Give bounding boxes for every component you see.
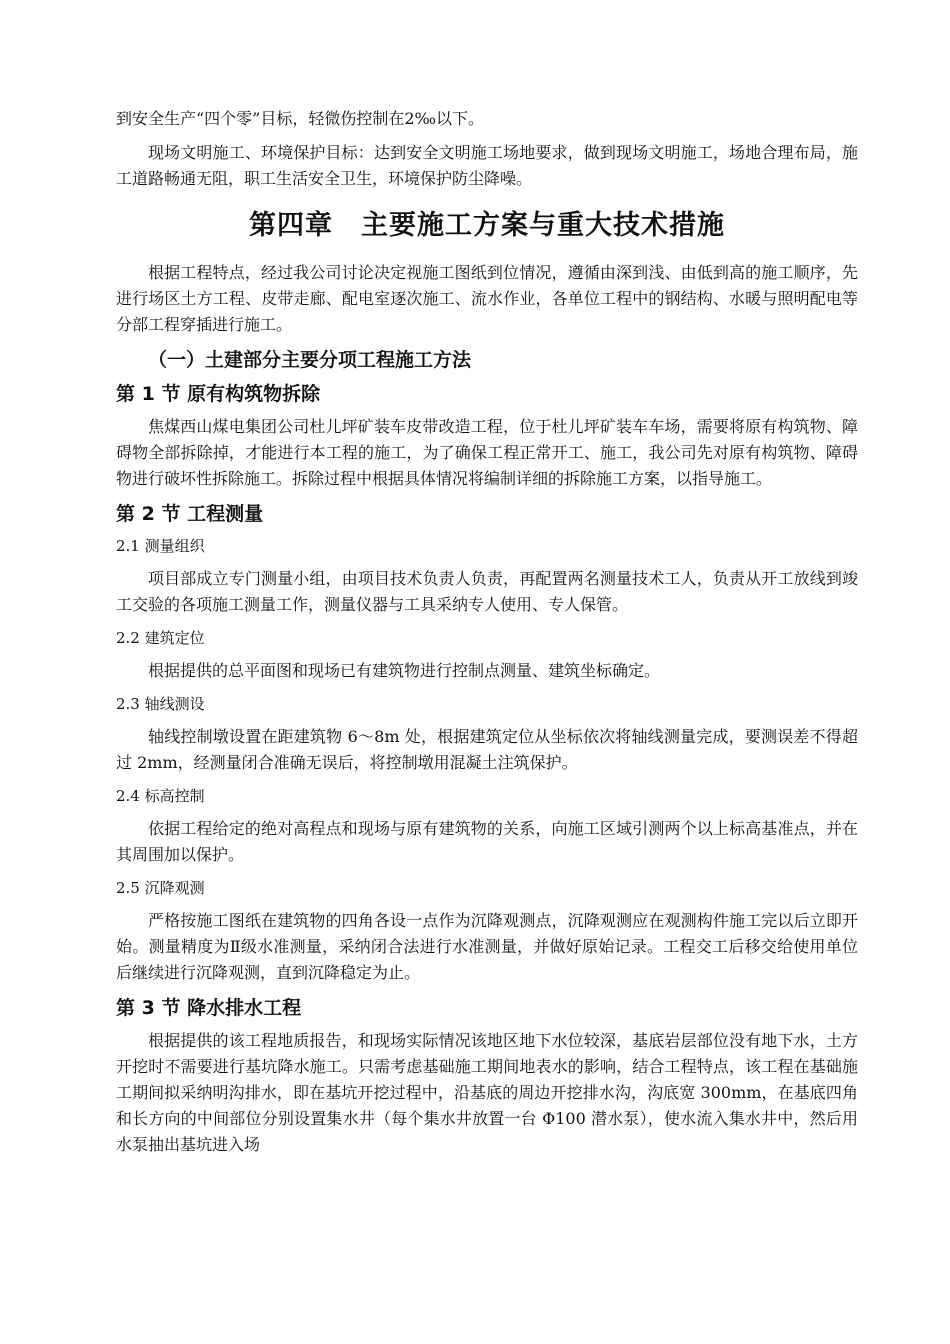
section-1-text: 焦煤西山煤电集团公司杜儿坪矿装车皮带改造工程，位于杜儿坪矿装车车场，需要将原有构筑物、障碍物全部拆除掉，才能进行本工程的施工，为了确保工程正常开工、施工，我公司先对原有构筑物、障碍物进行破坏性拆除施工。拆除过程中根据具体情况将编制详细的拆除施工方案，以指导施工。: [116, 417, 858, 488]
subsection-2-4-text: 依据工程给定的绝对高程点和现场与原有建筑物的关系，向施工区域引测两个以上标高基准点，并在其周围加以保护。: [116, 819, 858, 864]
chapter-intro: 根据工程特点，经过我公司讨论决定视施工图纸到位情况，遵循由深到浅、由低到高的施工顺序，先进行场区土方工程、皮带走廊、配电室逐次施工、流水作业，各单位工程中的钢结构、水暖与照明配电等分部工程穿插进行施工。: [116, 263, 858, 334]
subsection-2-1-text: 项目部成立专门测量小组，由项目技术负责人负责，再配置两名测量技术工人，负责从开工放线到竣工交验的各项施工测量工作，测量仪器与工具采纳专人使用、专人保管。: [116, 569, 858, 614]
subsection-2-1-heading: 2.1 测量组织: [116, 537, 205, 555]
subsection-2-3-heading: 2.3 轴线测设: [116, 695, 205, 713]
section-3-title: 第 3 节 降水排水工程: [116, 997, 302, 1019]
subsection-2-2-text: 根据提供的总平面图和现场已有建筑物进行控制点测量、建筑坐标确定。: [148, 661, 661, 680]
chapter-title: 第四章 主要施工方案与重大技术措施: [249, 210, 725, 241]
subsection-2-2-heading: 2.2 建筑定位: [116, 629, 205, 647]
subsection-2-5-heading: 2.5 沉降观测: [116, 879, 205, 897]
subsection-2-3-text: 轴线控制墩设置在距建筑物 6～8m 处，根据建筑定位从坐标依次将轴线测量完成，要测误差不得超过 2mm，经测量闭合准确无误后，将控制墩用混凝土注筑保护。: [116, 727, 858, 772]
section-2-title: 第 2 节 工程测量: [116, 503, 264, 525]
paragraph-civilized-construction: 现场文明施工、环境保护目标：达到安全文明施工场地要求，做到现场文明施工，场地合理布局，施工道路畅通无阻，职工生活安全卫生，环境保护防尘降噪。: [116, 143, 858, 188]
document-body: [116, 106, 858, 1166]
section-3-text: 根据提供的该工程地质报告，和现场实际情况该地区地下水位较深，基底岩层部位没有地下水，土方开挖时不需要进行基坑降水施工。只需考虑基础施工期间地表水的影响，结合工程特点，该工程在基础施工期间拟采纳明沟排水，即在基坑开挖过程中，沿基底的周边开挖排水沟，沟底宽 300mm，在基底四角和长方向的中间部位分别设置集水井（每个集水井放置一台 Φ100 潜水泵），使水流入集水井中，然后用水泵抽出基坑进入场: [116, 1031, 858, 1154]
subsection-2-5-text: 严格按施工图纸在建筑物的四角各设一点作为沉降观测点，沉降观测应在观测构件施工完以后立即开始。测量精度为Ⅱ级水准测量，采纳闭合法进行水准测量，并做好原始记录。工程交工后移交给使用单位后继续进行沉降观测，直到沉降稳定为止。: [116, 911, 858, 982]
subsection-2-4-heading: 2.4 标高控制: [116, 787, 205, 805]
part-title: （一）土建部分主要分项工程施工方法: [148, 349, 472, 371]
section-1-title: 第 1 节 原有构筑物拆除: [116, 383, 321, 405]
paragraph-safety-target: 到安全生产“四个零”目标，轻微伤控制在2‰以下。: [116, 109, 485, 128]
